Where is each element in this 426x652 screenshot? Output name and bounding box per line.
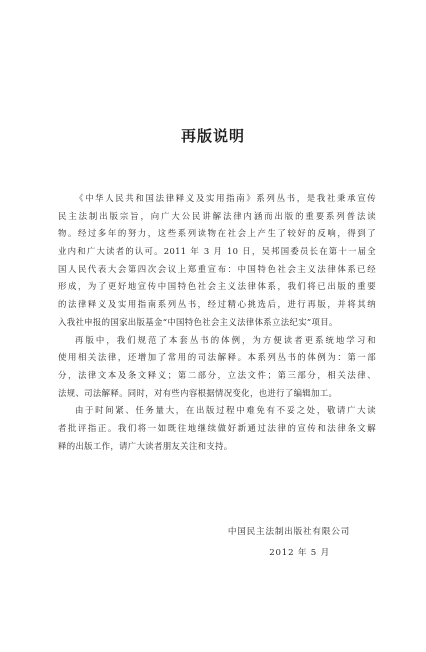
paragraph-3-line-3: 释的出版工作，请广大读者朋友关注和支持。 <box>58 440 233 451</box>
paragraph-1-line-3: 物。经过多年的努力，这些系列读物在社会上产生了较好的反响，得到了 <box>58 228 376 239</box>
signature-date: 2012 年 5 月 <box>269 548 330 558</box>
paragraph-1-line-8: 入我社申报的国家出版基金“中国特色社会主义法律体系立法纪实”项目。 <box>58 316 338 327</box>
paragraph-1-line-4: 业内和广大读者的认可。2011 年 3 月 10 日，吴邦国委员长在第十一届全 <box>58 246 376 257</box>
paragraph-1-line-7: 的法律释义及实用指南系列丛书，经过精心挑选后，进行再版，并将其纳 <box>58 299 376 310</box>
paragraph-1-line-6: 形成，为了更好地宣传中国特色社会主义法律体系，我们将已出版的重要 <box>58 281 376 292</box>
paragraph-3-line-1: 由于时间紧、任务量大，在出版过程中难免有不妥之处，敬请广大读 <box>75 405 376 416</box>
paragraph-1-line-1: 《中华人民共和国法律释义及实用指南》系列丛书，是我社秉承宣传 <box>75 193 376 203</box>
paragraph-2-line-1: 再版中，我们规范了本套丛书的体例，为方便读者更系统地学习和 <box>75 334 376 345</box>
paragraph-1-line-2: 民主法制出版宗旨，向广大公民讲解法律内涵而出版的重要系列普法读 <box>58 210 376 221</box>
page-title: 再版说明 <box>180 127 245 145</box>
paragraph-2-line-2: 使用相关法律，还增加了常用的司法解释。本系列丛书的体例为：第一部 <box>58 352 376 363</box>
paragraph-2-line-4: 法规、司法解释。同时，对有些内容根据情况变化，也进行了编辑加工。 <box>58 387 338 398</box>
paragraph-1-line-5: 国人民代表大会第四次会议上郑重宣布：中国特色社会主义法律体系已经 <box>58 263 376 274</box>
paragraph-2-line-3: 分，法律文本及条文释义；第二部分，立法文件；第三部分，相关法律、 <box>58 369 376 380</box>
publisher-signature: 中国民主法制出版社有限公司 <box>227 527 350 537</box>
body-text <box>58 190 376 455</box>
paragraph-3-line-2: 者批评指正。我们将一如既往地继续做好新通过法律的宣传和法律条文解 <box>58 422 376 433</box>
